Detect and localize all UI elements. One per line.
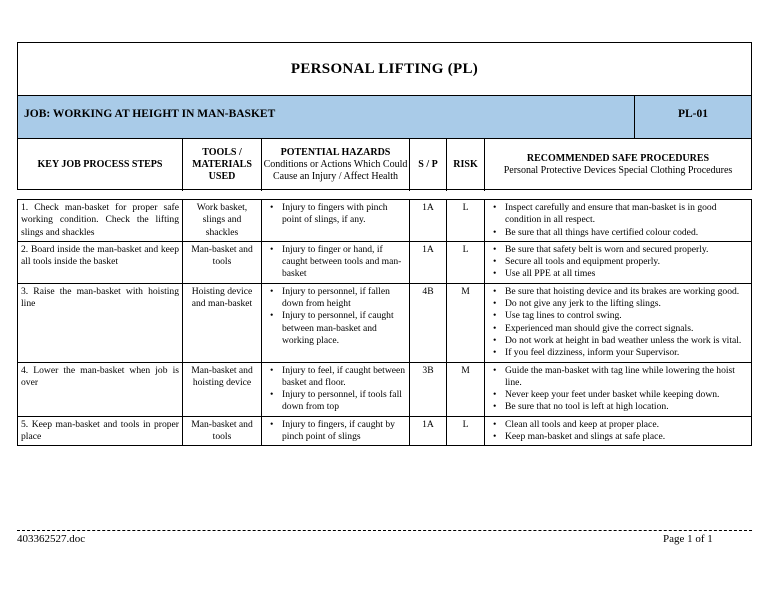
procedure-text: Never keep your feet under basket while keeping down.: [505, 389, 720, 401]
sp-cell: 4B: [410, 283, 447, 362]
sp-cell: 1A: [410, 200, 447, 242]
risk-cell: L: [447, 241, 485, 283]
footer-divider: [17, 530, 752, 531]
step-cell: 3. Raise the man-basket with hoisting line: [18, 283, 183, 362]
header-sp: S / P: [410, 139, 447, 191]
procedures-cell: [485, 241, 752, 283]
procedure-item: [488, 401, 748, 413]
hazards-cell: [262, 241, 410, 283]
bullet-icon: •: [270, 202, 274, 213]
bullet-icon: •: [270, 389, 274, 401]
header-tools-line1: TOOLS /: [202, 147, 242, 158]
table-row: [18, 283, 752, 362]
bullet-icon: •: [493, 334, 497, 346]
hazard-item: [265, 286, 406, 311]
tools-cell: Hoisting device and man-basket: [183, 283, 262, 362]
bullet-icon: •: [270, 310, 274, 322]
procedure-table: [17, 199, 752, 446]
header-hazards: [262, 139, 410, 191]
footer-doc-name: 403362527.doc: [17, 533, 86, 545]
tools-cell: Man-basket and tools: [183, 416, 262, 446]
header-procedures-sub: Personal Protective Devices Special Clothing Procedures: [503, 165, 733, 176]
procedure-item: [488, 298, 748, 310]
risk-cell: M: [447, 283, 485, 362]
procedure-text: Inspect carefully and ensure that man-basket is in good condition in all respect.: [505, 202, 717, 226]
procedure-text: Do not work at height in bad weather unless the work is vital.: [505, 334, 742, 346]
bullet-icon: •: [270, 285, 274, 297]
column-headers: [18, 139, 751, 191]
step-cell: 4. Lower the man-basket when job is over: [18, 362, 183, 416]
risk-cell: L: [447, 416, 485, 446]
page-title: PERSONAL LIFTING (PL): [18, 43, 751, 96]
procedures-cell: [485, 283, 752, 362]
procedure-item: [488, 256, 748, 268]
tools-cell: Man-basket and tools: [183, 241, 262, 283]
hazard-text: Injury to fingers with pinch point of slings, if any.: [282, 202, 388, 226]
procedure-text: Be sure that all things have certified colour coded.: [505, 226, 699, 238]
hazard-text: Injury to feel, if caught between basket and floor.: [282, 364, 406, 388]
procedure-text: Be sure that no tool is left at high location.: [505, 401, 669, 413]
bullet-icon: •: [493, 298, 497, 310]
header-procedures: [485, 139, 751, 191]
hazard-text: Injury to personnel, if tools fall down from top: [282, 389, 402, 413]
header-steps: KEY JOB PROCESS STEPS: [18, 139, 183, 191]
bullet-icon: •: [270, 364, 274, 376]
header-risk: RISK: [447, 139, 485, 191]
header-hazards-sub: Conditions or Actions Which Could Cause an Injury / Affect Health: [263, 159, 408, 182]
bullet-icon: •: [493, 285, 497, 297]
header-hazards-title: POTENTIAL HAZARDS: [280, 147, 391, 158]
table-row: [18, 200, 752, 242]
hazard-item: [265, 365, 406, 390]
header-frame: [17, 42, 752, 190]
hazard-item: [265, 310, 406, 347]
table-row: [18, 241, 752, 283]
procedure-item: [488, 202, 748, 227]
job-code: PL-01: [677, 108, 709, 120]
sp-cell: 1A: [410, 416, 447, 446]
step-cell: 5. Keep man-basket and tools in proper place: [18, 416, 183, 446]
bullet-icon: •: [493, 389, 497, 401]
bullet-icon: •: [493, 347, 497, 359]
procedure-item: [488, 227, 748, 239]
procedure-item: [488, 347, 748, 359]
procedure-text: Clean all tools and keep at proper place.: [505, 418, 659, 430]
hazard-text: Injury to fingers, if caught by pinch point of slings: [282, 418, 395, 443]
procedure-text: Guide the man-basket with tag line while lowering the hoist line.: [505, 364, 735, 388]
hazards-cell: [262, 283, 410, 362]
hazard-item: [265, 202, 406, 227]
bullet-icon: •: [493, 226, 497, 238]
hazard-item: [265, 244, 406, 281]
bullet-icon: •: [493, 243, 497, 255]
sp-cell: 1A: [410, 241, 447, 283]
table-row: [18, 416, 752, 446]
bullet-icon: •: [493, 431, 497, 443]
hazard-text: Injury to personnel, if caught between man-basket and working place.: [282, 310, 394, 346]
procedure-text: Be sure that hoisting device and its brakes are working good.: [505, 285, 740, 297]
table-row: [18, 362, 752, 416]
header-tools: [183, 139, 262, 191]
step-cell: 2. Board inside the man-basket and keep all tools inside the basket: [18, 241, 183, 283]
risk-cell: M: [447, 362, 485, 416]
procedures-cell: [485, 416, 752, 446]
hazards-cell: [262, 200, 410, 242]
procedures-cell: [485, 200, 752, 242]
procedure-item: [488, 335, 748, 347]
bullet-icon: •: [493, 268, 497, 280]
tools-cell: Work basket, slings and shackles: [183, 200, 262, 242]
bullet-icon: •: [493, 418, 497, 430]
bullet-icon: •: [493, 310, 497, 322]
bullet-icon: •: [493, 202, 497, 213]
procedure-text: Experienced man should give the correct signals.: [505, 322, 694, 334]
job-bar: [18, 96, 751, 139]
bullet-icon: •: [493, 256, 497, 268]
procedure-text: Do not give any jerk to the lifting slings.: [505, 298, 661, 310]
procedure-item: [488, 310, 748, 322]
header-tools-line2: MATERIALS: [192, 159, 252, 170]
procedure-item: [488, 431, 748, 443]
tools-cell: Man-basket and hoisting device: [183, 362, 262, 416]
procedure-text: Be sure that safety belt is worn and secured properly.: [505, 243, 709, 255]
procedure-text: Secure all tools and equipment properly.: [505, 256, 660, 268]
bullet-icon: •: [493, 322, 497, 334]
step-cell: 1. Check man-basket for proper safe working condition. Check the lifting slings and shackles: [18, 200, 183, 242]
header-tools-line3: USED: [208, 171, 236, 182]
procedure-text: Use all PPE at all times: [505, 268, 596, 280]
risk-cell: L: [447, 200, 485, 242]
hazard-item: [265, 389, 406, 414]
procedure-text: Use tag lines to control swing.: [505, 310, 622, 322]
bullet-icon: •: [493, 401, 497, 413]
procedure-item: [488, 323, 748, 335]
procedure-item: [488, 365, 748, 390]
header-procedures-title: RECOMMENDED SAFE PROCEDURES: [526, 153, 710, 164]
procedure-item: [488, 389, 748, 401]
procedure-item: [488, 244, 748, 256]
hazard-text: Injury to finger or hand, if caught between tools and man-basket: [282, 243, 402, 280]
hazards-cell: [262, 362, 410, 416]
procedure-text: Keep man-basket and slings at safe place.: [505, 431, 666, 443]
hazard-text: Injury to personnel, if fallen down from height: [282, 285, 390, 310]
hazard-item: [265, 419, 406, 444]
bullet-icon: •: [270, 243, 274, 255]
sp-cell: 3B: [410, 362, 447, 416]
footer-page-number: Page 1 of 1: [663, 533, 713, 545]
hazards-cell: [262, 416, 410, 446]
procedure-item: [488, 419, 748, 431]
procedure-text: If you feel dizziness, inform your Supervisor.: [505, 347, 680, 359]
procedures-cell: [485, 362, 752, 416]
bullet-icon: •: [493, 364, 497, 376]
bullet-icon: •: [270, 418, 274, 430]
procedure-item: [488, 268, 748, 280]
job-title: JOB: WORKING AT HEIGHT IN MAN-BASKET: [18, 96, 635, 138]
procedure-item: [488, 286, 748, 298]
